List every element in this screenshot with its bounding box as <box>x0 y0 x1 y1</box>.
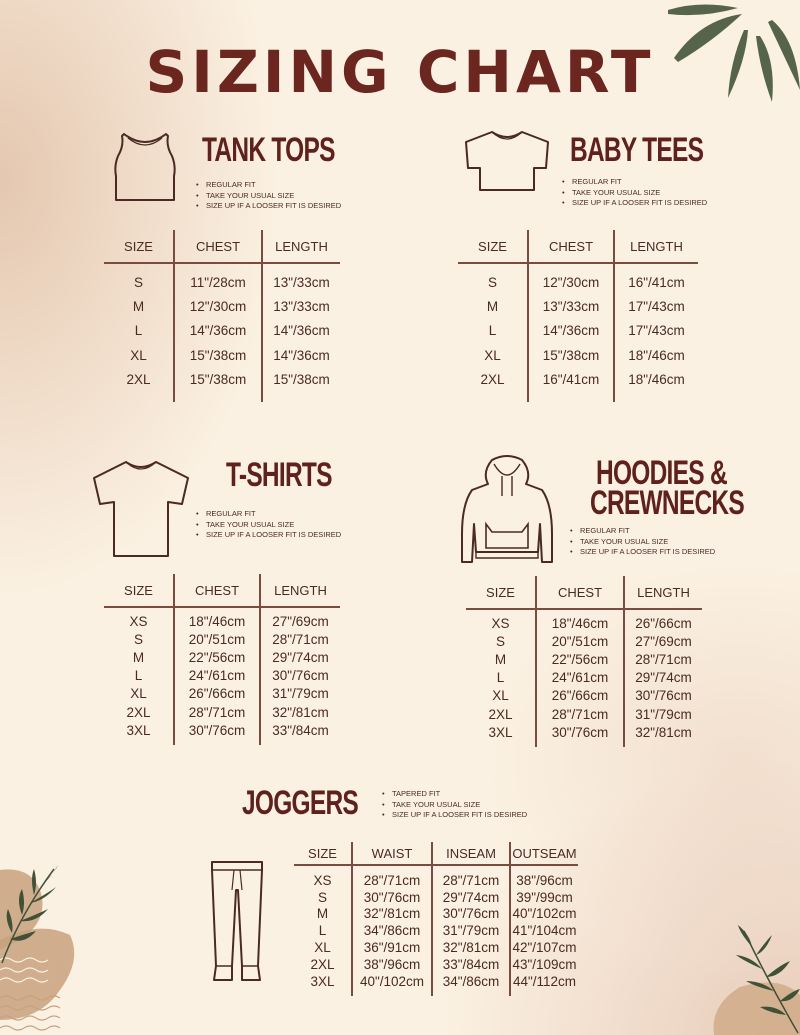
measurement-cell: 31"/79cm <box>260 685 340 703</box>
measurement-cell: 17"/43cm <box>614 319 698 343</box>
table-row <box>458 319 698 343</box>
size-cell: XL <box>484 347 501 363</box>
table-row <box>466 687 702 705</box>
measurement-cell: 30"/76cm <box>624 687 702 705</box>
measurement-cell: 17"/43cm <box>614 294 698 318</box>
measurement-cell: 29"/74cm <box>432 889 510 906</box>
measurement-cell: 44"/112cm <box>510 973 578 990</box>
column-header: SIZE <box>294 842 352 865</box>
measurement-cell: 28"/71cm <box>174 703 260 721</box>
measurement-cell: 34"/86cm <box>432 973 510 990</box>
size-cell: XL <box>314 940 331 956</box>
measurement-cell: 18"/46cm <box>614 343 698 367</box>
table-row <box>294 939 578 956</box>
column-header: CHEST <box>528 230 614 263</box>
measurement-cell: 16"/41cm <box>614 270 698 294</box>
size-cell: XL <box>130 686 147 702</box>
joggers-title: JOGGERS <box>242 784 359 822</box>
column-header: LENGTH <box>260 574 340 607</box>
size-cell: 2XL <box>480 372 505 388</box>
size-cell: 3XL <box>310 973 335 989</box>
t-shirts-notes <box>196 509 341 541</box>
measurement-cell: 26"/66cm <box>174 685 260 703</box>
measurement-cell: 28"/71cm <box>260 630 340 648</box>
hoodies-title-line1: HOODIES & <box>596 454 727 492</box>
measurement-cell: 14"/36cm <box>262 319 340 343</box>
tank-top-icon <box>112 132 178 202</box>
size-cell: 2XL <box>126 372 151 388</box>
size-cell: 3XL <box>488 724 513 740</box>
column-header: OUTSEAM <box>510 842 578 865</box>
measurement-cell: 39"/99cm <box>510 889 578 906</box>
baby-tees-notes <box>562 177 707 209</box>
measurement-cell: 38"/96cm <box>510 872 578 889</box>
measurement-cell: 40"/102cm <box>510 906 578 923</box>
joggers-notes <box>382 789 527 821</box>
measurement-cell: 30"/76cm <box>536 723 624 741</box>
hoodies-table <box>466 576 702 747</box>
joggers-table <box>294 842 578 996</box>
column-header: CHEST <box>174 230 262 263</box>
measurement-cell: 32"/81cm <box>624 723 702 741</box>
size-cell: S <box>317 889 327 905</box>
table-row <box>294 889 578 906</box>
table-row <box>466 669 702 687</box>
measurement-cell: 30"/76cm <box>432 906 510 923</box>
measurement-cell: 12"/30cm <box>528 270 614 294</box>
measurement-cell: 43"/109cm <box>510 956 578 973</box>
size-cell: M <box>132 299 145 315</box>
column-header: SIZE <box>104 574 174 607</box>
measurement-cell: 18"/46cm <box>614 368 698 392</box>
spacer-row <box>466 741 702 747</box>
note-size: • TAKE YOUR USUAL SIZE <box>382 800 527 811</box>
table-row <box>104 319 340 343</box>
table-row <box>104 685 340 703</box>
spacer-row <box>104 263 340 270</box>
measurement-cell: 15"/38cm <box>262 368 340 392</box>
t-shirts-table <box>104 574 340 745</box>
note-size-up: • SIZE UP IF A LOOSER FIT IS DESIRED <box>570 547 715 558</box>
note-size-up: • SIZE UP IF A LOOSER FIT IS DESIRED <box>196 201 341 212</box>
page-title: SIZING CHART <box>145 38 655 106</box>
measurement-cell: 13"/33cm <box>262 294 340 318</box>
measurement-cell: 14"/36cm <box>174 319 262 343</box>
measurement-cell: 31"/79cm <box>624 705 702 723</box>
measurement-cell: 13"/33cm <box>262 270 340 294</box>
size-cell: S <box>133 631 143 647</box>
note-size-up: • SIZE UP IF A LOOSER FIT IS DESIRED <box>196 530 341 541</box>
size-cell: L <box>134 668 143 684</box>
measurement-cell: 28"/71cm <box>624 650 702 668</box>
size-cell: L <box>496 670 505 686</box>
measurement-cell: 18"/46cm <box>536 614 624 632</box>
table-row <box>466 650 702 668</box>
table-row <box>104 648 340 666</box>
measurement-cell: 27"/69cm <box>260 612 340 630</box>
measurement-cell: 30"/76cm <box>260 667 340 685</box>
size-cell: L <box>134 323 143 339</box>
size-cell: L <box>318 923 327 939</box>
table-row <box>458 343 698 367</box>
table-row <box>466 705 702 723</box>
joggers-icon <box>208 860 266 986</box>
measurement-cell: 42"/107cm <box>510 939 578 956</box>
table-row <box>294 872 578 889</box>
hoodie-icon <box>458 454 556 566</box>
tank-tops-notes <box>196 180 341 212</box>
size-cell: L <box>488 323 497 339</box>
measurement-cell: 29"/74cm <box>260 648 340 666</box>
note-size: • TAKE YOUR USUAL SIZE <box>562 188 707 199</box>
baby-tee-icon <box>462 128 552 194</box>
size-cell: S <box>133 274 143 290</box>
table-row <box>104 703 340 721</box>
tank-tops-title: TANK TOPS <box>202 131 335 169</box>
measurement-cell: 11"/28cm <box>174 270 262 294</box>
measurement-cell: 22"/56cm <box>174 648 260 666</box>
note-fit: • REGULAR FIT <box>562 177 707 188</box>
size-cell: M <box>132 649 145 665</box>
measurement-cell: 33"/84cm <box>260 721 340 739</box>
hoodies-notes <box>570 526 715 558</box>
measurement-cell: 27"/69cm <box>624 632 702 650</box>
table-row <box>458 270 698 294</box>
measurement-cell: 26"/66cm <box>536 687 624 705</box>
size-cell: XS <box>313 872 332 888</box>
measurement-cell: 18"/46cm <box>174 612 260 630</box>
table-row <box>104 667 340 685</box>
measurement-cell: 14"/36cm <box>528 319 614 343</box>
measurement-cell: 20"/51cm <box>536 632 624 650</box>
size-cell: XS <box>491 615 510 631</box>
size-cell: 3XL <box>126 722 151 738</box>
measurement-cell: 32"/81cm <box>432 939 510 956</box>
measurement-cell: 12"/30cm <box>174 294 262 318</box>
measurement-cell: 34"/86cm <box>352 922 432 939</box>
measurement-cell: 28"/71cm <box>352 872 432 889</box>
measurement-cell: 20"/51cm <box>174 630 260 648</box>
measurement-cell: 32"/81cm <box>260 703 340 721</box>
measurement-cell: 40"/102cm <box>352 973 432 990</box>
measurement-cell: 28"/71cm <box>536 705 624 723</box>
table-row <box>104 294 340 318</box>
measurement-cell: 14"/36cm <box>262 343 340 367</box>
table-row <box>458 368 698 392</box>
leaf-branch-bottom-left <box>0 865 60 965</box>
spacer-row <box>458 392 698 402</box>
measurement-cell: 30"/76cm <box>174 721 260 739</box>
note-size: • TAKE YOUR USUAL SIZE <box>196 520 341 531</box>
table-row <box>466 632 702 650</box>
measurement-cell: 24"/61cm <box>536 669 624 687</box>
measurement-cell: 16"/41cm <box>528 368 614 392</box>
size-cell: 2XL <box>488 706 513 722</box>
column-header: SIZE <box>466 576 536 609</box>
size-cell: S <box>495 633 505 649</box>
column-header: WAIST <box>352 842 432 865</box>
table-header-row <box>104 230 340 263</box>
column-header: LENGTH <box>262 230 340 263</box>
column-header: CHEST <box>174 574 260 607</box>
size-cell: M <box>486 299 499 315</box>
note-size-up: • SIZE UP IF A LOOSER FIT IS DESIRED <box>562 198 707 209</box>
leaf-branch-bottom-right <box>700 925 800 1035</box>
measurement-cell: 32"/81cm <box>352 906 432 923</box>
table-row <box>466 723 702 741</box>
table-row <box>104 343 340 367</box>
column-header: INSEAM <box>432 842 510 865</box>
measurement-cell: 15"/38cm <box>528 343 614 367</box>
table-row <box>294 956 578 973</box>
table-header-row <box>466 576 702 609</box>
note-fit: • TAPERED FIT <box>382 789 527 800</box>
table-row <box>104 721 340 739</box>
table-row <box>294 922 578 939</box>
spacer-row <box>294 865 578 872</box>
measurement-cell: 36"/91cm <box>352 939 432 956</box>
size-cell: XL <box>130 347 147 363</box>
table-row <box>466 614 702 632</box>
measurement-cell: 30"/76cm <box>352 889 432 906</box>
note-fit: • REGULAR FIT <box>570 526 715 537</box>
table-row <box>294 906 578 923</box>
column-header: CHEST <box>536 576 624 609</box>
size-cell: 2XL <box>126 704 151 720</box>
table-row <box>104 612 340 630</box>
measurement-cell: 24"/61cm <box>174 667 260 685</box>
table-header-row <box>458 230 698 263</box>
baby-tees-table <box>458 230 698 402</box>
measurement-cell: 41"/104cm <box>510 922 578 939</box>
note-size: • TAKE YOUR USUAL SIZE <box>570 537 715 548</box>
measurement-cell: 38"/96cm <box>352 956 432 973</box>
size-cell: XL <box>492 688 509 704</box>
measurement-cell: 31"/79cm <box>432 922 510 939</box>
column-header: SIZE <box>458 230 528 263</box>
table-row <box>104 270 340 294</box>
table-header-row <box>104 574 340 607</box>
t-shirts-title: T-SHIRTS <box>226 456 332 494</box>
size-cell: S <box>487 274 497 290</box>
measurement-cell: 28"/71cm <box>432 872 510 889</box>
measurement-cell: 15"/38cm <box>174 368 262 392</box>
spacer-row <box>458 263 698 270</box>
measurement-cell: 13"/33cm <box>528 294 614 318</box>
measurement-cell: 33"/84cm <box>432 956 510 973</box>
size-cell: M <box>316 906 329 922</box>
size-cell: M <box>494 651 507 667</box>
measurement-cell: 15"/38cm <box>174 343 262 367</box>
hoodies-title-line2: CREWNECKS <box>590 484 745 522</box>
note-size: • TAKE YOUR USUAL SIZE <box>196 191 341 202</box>
spacer-row <box>104 739 340 745</box>
size-cell: 2XL <box>310 956 335 972</box>
column-header: LENGTH <box>614 230 698 263</box>
size-cell: XS <box>129 613 148 629</box>
measurement-cell: 26"/66cm <box>624 614 702 632</box>
table-row <box>294 973 578 990</box>
table-row <box>458 294 698 318</box>
table-row <box>104 630 340 648</box>
note-fit: • REGULAR FIT <box>196 180 341 191</box>
spacer-row <box>294 990 578 996</box>
measurement-cell: 22"/56cm <box>536 650 624 668</box>
column-header: SIZE <box>104 230 174 263</box>
note-size-up: • SIZE UP IF A LOOSER FIT IS DESIRED <box>382 810 527 821</box>
column-header: LENGTH <box>624 576 702 609</box>
note-fit: • REGULAR FIT <box>196 509 341 520</box>
measurement-cell: 29"/74cm <box>624 669 702 687</box>
tank-tops-table <box>104 230 340 402</box>
spacer-row <box>104 392 340 402</box>
table-header-row <box>294 842 578 865</box>
baby-tees-title: BABY TEES <box>570 131 704 169</box>
table-row <box>104 368 340 392</box>
t-shirt-icon <box>92 460 190 558</box>
